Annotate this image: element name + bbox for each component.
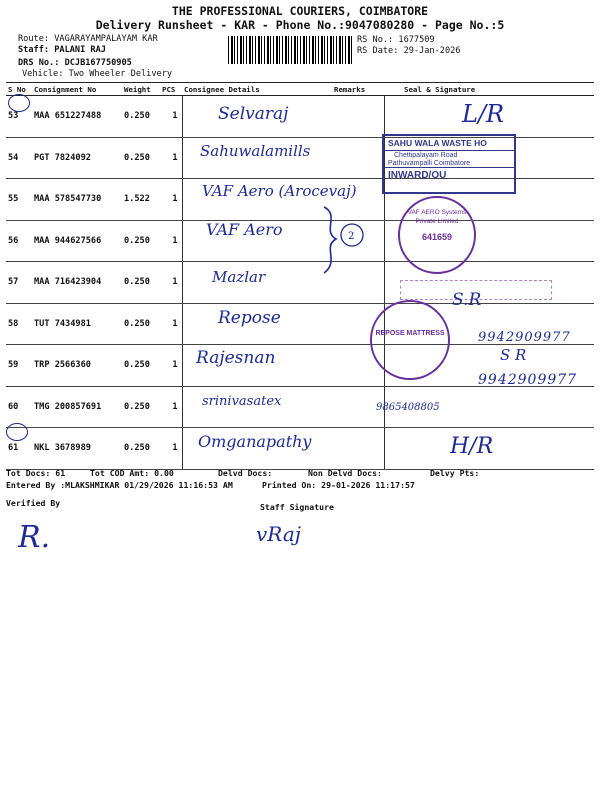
handwritten-consignee: Rajesnan: [196, 348, 276, 368]
handwritten-phone: 9865408805: [376, 402, 440, 413]
handwritten-signature: H/R: [450, 434, 494, 459]
handwritten-consignee: VAF Aero: [206, 220, 283, 239]
company-title: THE PROFESSIONAL COURIERS, COIMBATORE: [171, 4, 429, 18]
sahu-wala-stamp: [382, 134, 516, 194]
cell-sno: 61: [6, 428, 32, 470]
verified-signature: R.: [18, 520, 51, 555]
cell-sno: 59: [6, 345, 32, 387]
total-docs: Tot Docs: 61: [6, 468, 66, 478]
cell-weight: 0.250: [122, 345, 160, 387]
col-remarks: Remarks: [332, 83, 384, 96]
drs-number: DRS No.: DCJB167750905: [18, 58, 132, 68]
col-seal-signature: Seal & Signature: [384, 83, 594, 96]
stamp-line: Chettipalayam Road: [394, 152, 458, 159]
cell-weight: 0.250: [122, 220, 160, 262]
verified-by-label: Verified By: [6, 498, 61, 508]
handwritten-consignee: Selvaraj: [218, 104, 289, 124]
staff-signature: vRaj: [256, 522, 301, 546]
cell-consignment-no: NKL 3678989: [32, 428, 122, 470]
cell-remarks: [332, 137, 384, 179]
handwritten-consignee: Omganapathy: [198, 432, 312, 451]
cell-pcs: 1: [160, 137, 182, 179]
route-label: Route: VAGARAYAMPALAYAM KAR: [18, 34, 158, 44]
cell-pcs: 1: [160, 220, 182, 262]
cell-consignment-no: TMG 200857691: [32, 386, 122, 428]
cell-weight: 0.250: [122, 386, 160, 428]
staff-label: Staff: PALANI RAJ: [18, 45, 106, 55]
handwritten-consignee: Repose: [218, 308, 281, 328]
stamp-text: VAF AERO Systems Private Limited: [407, 209, 467, 225]
table-row: [6, 96, 594, 138]
cell-consignment-no: MAA 651227488: [32, 96, 122, 138]
cell-sno: 56: [6, 220, 32, 262]
cell-weight: 0.250: [122, 262, 160, 304]
cell-pcs: 1: [160, 303, 182, 345]
delivered-docs: Delvd Docs:: [218, 468, 273, 478]
handwritten-consignee: Mazlar: [212, 268, 266, 286]
handwritten-consignee: VAF Aero (Arocevaj): [202, 182, 357, 200]
cell-consignment-no: TRP 2566360: [32, 345, 122, 387]
cell-pcs: 1: [160, 345, 182, 387]
cell-sno: 53: [6, 96, 32, 138]
cell-weight: 0.250: [122, 303, 160, 345]
cell-sno: 55: [6, 179, 32, 221]
vaf-aero-stamp: [398, 196, 476, 274]
stamp-text: REPOSE MATTRESS: [375, 330, 445, 337]
handwritten-consignee: srinivasatex: [202, 394, 282, 409]
cell-consignment-no: MAA 716423904: [32, 262, 122, 304]
cell-pcs: 1: [160, 179, 182, 221]
vehicle-label: Vehicle: Two Wheeler Delivery: [22, 69, 173, 79]
circle-mark-61: [6, 423, 28, 441]
cell-sno: 54: [6, 137, 32, 179]
delivery-points: Delvy Pts:: [430, 468, 480, 478]
non-delivered-docs: Non Delvd Docs:: [308, 468, 382, 478]
table-row: [6, 220, 594, 262]
cell-remarks: [332, 96, 384, 138]
repose-stamp: [370, 300, 450, 380]
col-consignee: Consignee Details: [182, 83, 332, 96]
cell-weight: 0.250: [122, 137, 160, 179]
cell-weight: 1.522: [122, 179, 160, 221]
handwritten-signature: L/R: [462, 100, 505, 128]
cell-consignment-no: MAA 578547730: [32, 179, 122, 221]
cell-consignment-no: TUT 7434981: [32, 303, 122, 345]
printed-on: Printed On: 29-01-2026 11:17:57: [262, 480, 415, 490]
rs-date: RS Date: 29-Jan-2026: [357, 46, 461, 56]
handwritten-phone: 9942909977: [478, 372, 578, 388]
cell-sno: 58: [6, 303, 32, 345]
brace-mark: [318, 205, 368, 275]
table-header-row: [6, 83, 594, 96]
col-sno: S No: [6, 83, 32, 96]
cell-consignment-no: PGT 7824092: [32, 137, 122, 179]
total-cod: Tot COD Amt: 0.00: [90, 468, 174, 478]
rs-number: RS No.: 1677509: [357, 35, 435, 45]
col-weight: Weight: [122, 83, 160, 96]
handwritten-signature: S.R: [452, 290, 482, 310]
entered-by: Entered By :MLAKSHMIKAR 01/29/2026 11:16:53 AM: [6, 480, 233, 490]
col-consignment-no: Consignment No: [32, 83, 122, 96]
cell-remarks: [332, 428, 384, 470]
handwritten-signature: S R: [500, 346, 527, 364]
cell-consignment-no: MAA 944627566: [32, 220, 122, 262]
cell-weight: 0.250: [122, 96, 160, 138]
stamp-line: Pathuvampalli Coimbatore: [384, 160, 514, 168]
cell-sno: 60: [6, 386, 32, 428]
cell-pcs: 1: [160, 262, 182, 304]
stamp-line: INWARD/OU: [388, 170, 447, 181]
runsheet-subtitle: Delivery Runsheet - KAR - Phone No.:9047080280 - Page No.:5: [95, 18, 505, 32]
col-pcs: PCS: [160, 83, 182, 96]
handwritten-phone: 9942909977: [478, 330, 571, 345]
stamp-number: 641659: [421, 232, 453, 242]
stamp-line: SAHU WALA WASTE HO: [384, 136, 514, 151]
cell-pcs: 1: [160, 386, 182, 428]
staff-signature-label: Staff Signature: [260, 502, 334, 512]
table-row: [6, 386, 594, 428]
cell-sno: 57: [6, 262, 32, 304]
handwritten-consignee: Sahuwalamills: [200, 142, 311, 160]
cell-pcs: 1: [160, 96, 182, 138]
svg-text:2: 2: [348, 231, 355, 242]
barcode: [228, 36, 352, 64]
cell-weight: 0.250: [122, 428, 160, 470]
cell-pcs: 1: [160, 428, 182, 470]
circle-mark-53: [8, 94, 30, 112]
